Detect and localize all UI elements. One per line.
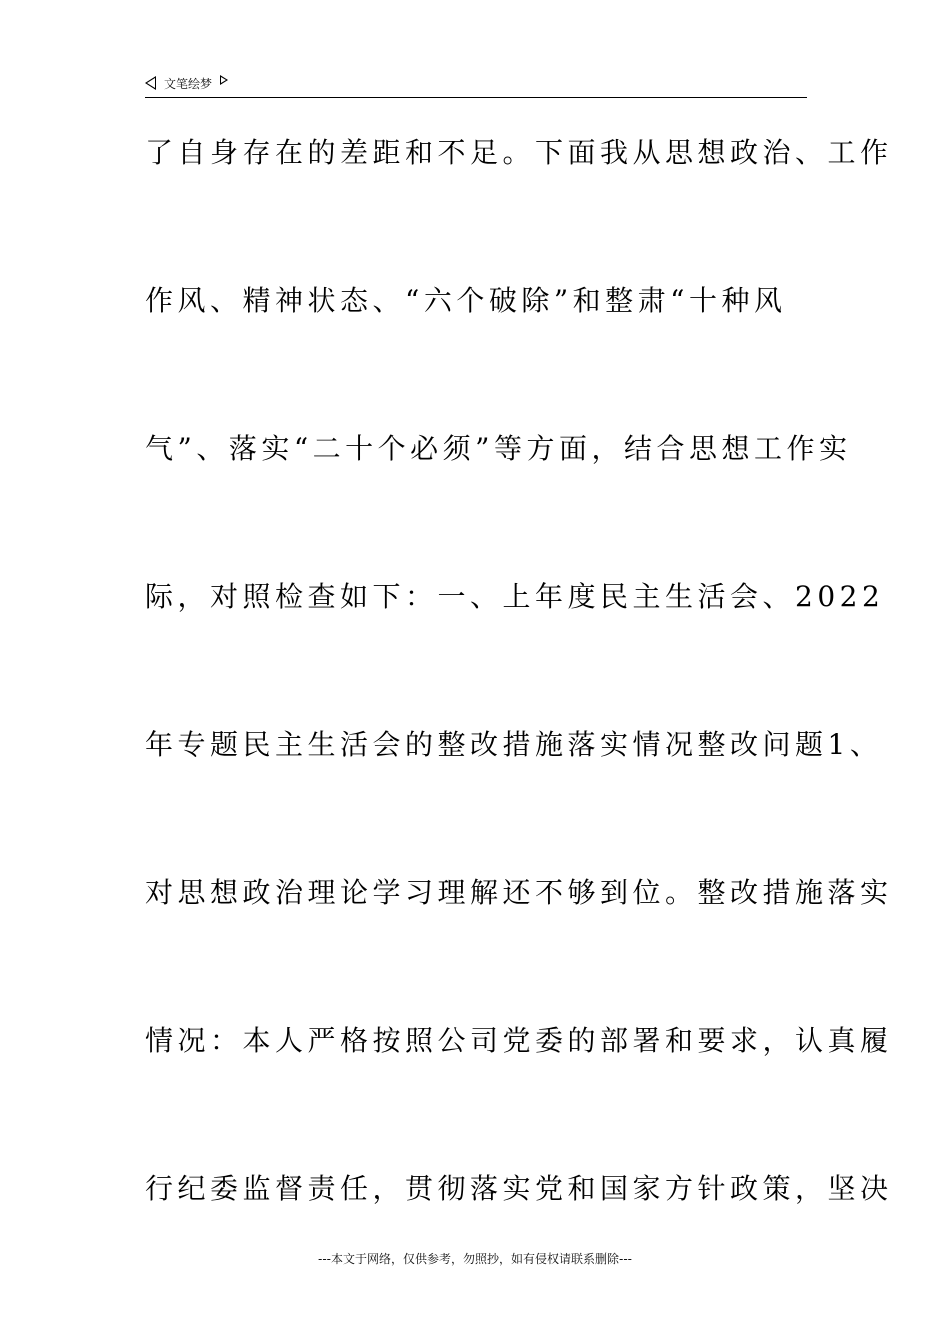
header-title: 文笔绘梦 (164, 76, 213, 91)
body-line: 际，对照检查如下：一、上年度民主生活会、2022 (145, 580, 885, 613)
body-line: 情况：本人严格按照公司党委的部署和要求，认真履 (145, 1024, 893, 1057)
triangle-left-icon (145, 76, 156, 90)
page-header (145, 72, 807, 98)
body-line: 行纪委监督责任，贯彻落实党和国家方针政策，坚决 (145, 1172, 893, 1205)
body-line: 了自身存在的差距和不足。下面我从思想政治、工作 (145, 136, 893, 169)
header-divider (145, 97, 807, 98)
document-body (145, 125, 893, 1309)
footer-disclaimer: ---本文于网络，仅供参考，勿照抄，如有侵权请联系删除--- (318, 1252, 632, 1266)
body-line: 气”、落实“二十个必须”等方面，结合思想工作实 (145, 432, 852, 465)
header-row (145, 72, 228, 94)
body-line: 年专题民主生活会的整改措施落实情况整改问题1、 (145, 728, 883, 761)
body-line: 作风、精神状态、“六个破除”和整肃“十种风 (145, 284, 787, 317)
triangle-right-icon (220, 75, 228, 85)
body-line: 对思想政治理论学习理解还不够到位。整改措施落实 (145, 876, 893, 909)
